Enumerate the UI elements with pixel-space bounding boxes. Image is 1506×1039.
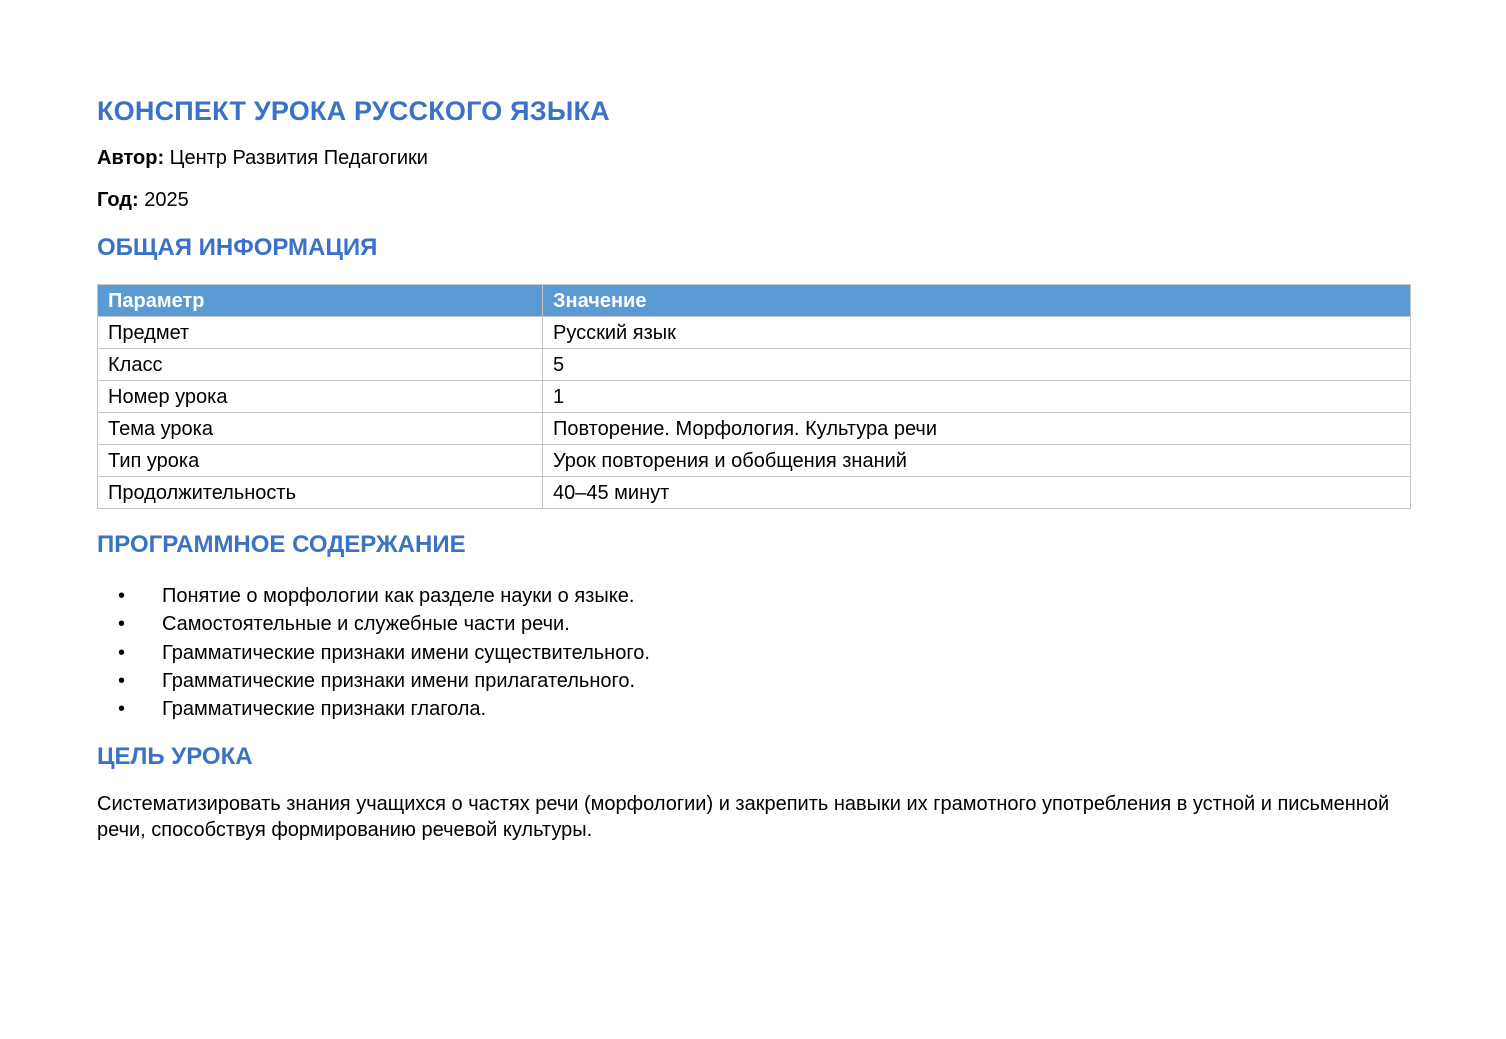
table-cell-parameter: Предмет bbox=[98, 317, 543, 349]
table-row bbox=[98, 381, 1411, 413]
table-cell-value: 5 bbox=[543, 349, 1411, 381]
list-item bbox=[97, 639, 1410, 667]
table-cell-value: Повторение. Морфология. Культура речи bbox=[543, 413, 1411, 445]
bullet-icon: • bbox=[118, 669, 126, 692]
general-info-table bbox=[97, 284, 1411, 509]
bullet-icon: • bbox=[118, 698, 126, 721]
author-label: Автор: bbox=[97, 147, 165, 169]
section-heading-general-info: ОБЩАЯ ИНФОРМАЦИЯ bbox=[97, 234, 378, 261]
list-item bbox=[97, 610, 1410, 638]
table-header-value: Значение bbox=[543, 285, 1411, 317]
table-cell-parameter: Тема урока bbox=[98, 413, 543, 445]
program-content-list bbox=[97, 582, 1410, 723]
list-item bbox=[97, 667, 1410, 695]
lesson-goal-text: Систематизировать знания учащихся о частях речи (морфологии) и закрепить навыки их грамотного употребления в устной и письменной речи, способствуя формированию речевой культуры. bbox=[97, 793, 1390, 842]
author-line bbox=[97, 146, 1410, 170]
table-row bbox=[98, 445, 1411, 477]
bullet-icon: • bbox=[118, 585, 126, 607]
author-value: Центр Развития Педагогики bbox=[169, 147, 428, 169]
table-row bbox=[98, 477, 1411, 509]
table-row bbox=[98, 317, 1411, 349]
year-value: 2025 bbox=[144, 189, 189, 211]
bullet-icon: • bbox=[118, 641, 126, 664]
table-cell-parameter: Тип урока bbox=[98, 445, 543, 477]
table-cell-value: Урок повторения и обобщения знаний bbox=[543, 445, 1411, 477]
list-item-text: Самостоятельные и служебные части речи. bbox=[162, 613, 570, 636]
table-cell-value: Русский язык bbox=[543, 317, 1411, 349]
list-item-text: Грамматические признаки имени прилагательного. bbox=[162, 669, 636, 692]
document-title: КОНСПЕКТ УРОКА РУССКОГО ЯЗЫКА bbox=[97, 96, 610, 126]
table-cell-parameter: Класс bbox=[98, 349, 543, 381]
list-item-text: Понятие о морфологии как разделе науки о языке. bbox=[162, 585, 635, 607]
list-item-text: Грамматические признаки имени существительного. bbox=[162, 641, 650, 664]
table-cell-value: 1 bbox=[543, 381, 1411, 413]
list-item-text: Грамматические признаки глагола. bbox=[162, 698, 487, 721]
table-header-row bbox=[98, 285, 1411, 317]
section-heading-lesson-goal: ЦЕЛЬ УРОКА bbox=[97, 743, 253, 771]
table-cell-parameter: Продолжительность bbox=[98, 477, 543, 509]
year-line bbox=[97, 188, 1410, 212]
table-cell-value: 40–45 минут bbox=[543, 477, 1411, 509]
document-content bbox=[97, 94, 1410, 843]
list-item bbox=[97, 695, 1410, 723]
table-row bbox=[98, 349, 1411, 381]
year-label: Год: bbox=[97, 189, 139, 211]
bullet-icon: • bbox=[118, 613, 126, 636]
list-item bbox=[97, 582, 1410, 610]
table-header-parameter: Параметр bbox=[98, 285, 543, 317]
table-cell-parameter: Номер урока bbox=[98, 381, 543, 413]
section-heading-program-content: ПРОГРАММНОЕ СОДЕРЖАНИЕ bbox=[97, 531, 466, 558]
table-row bbox=[98, 413, 1411, 445]
